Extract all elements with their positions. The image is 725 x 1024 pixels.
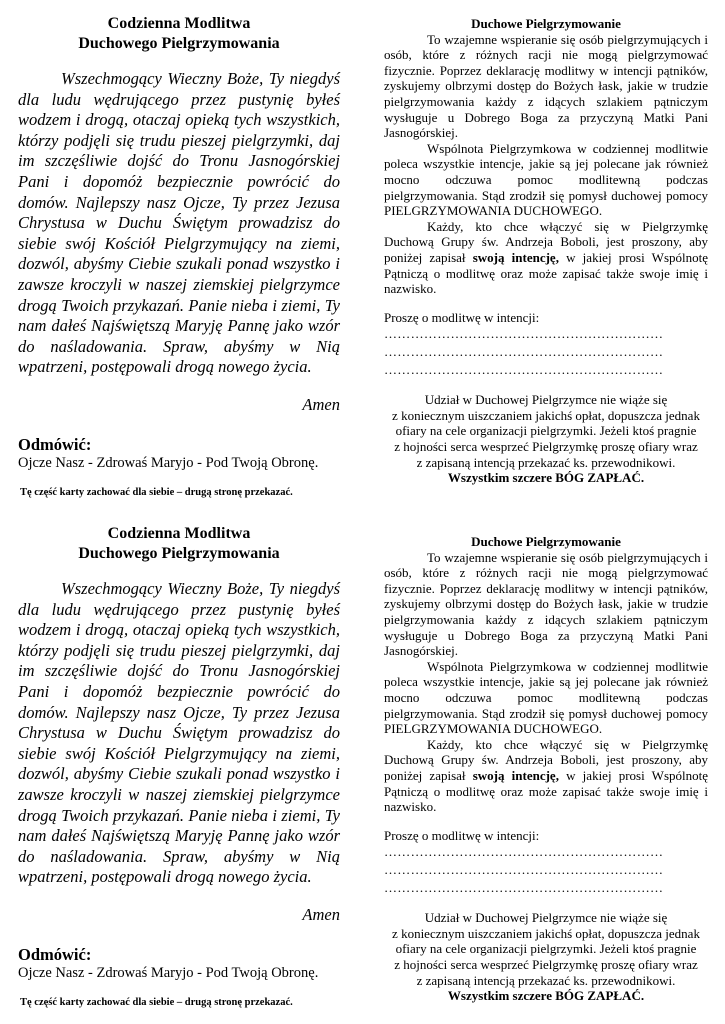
participation-note (384, 392, 708, 486)
prayer-card-bottom (0, 510, 725, 1010)
participation-note-line-3: ofiary na cele organizacji pielgrzymki. Jeżeli ktoś pragnie (395, 423, 697, 439)
prayer-title-line1: Codzienna Modlitwa (107, 525, 251, 542)
info-paragraph-1: To wzajemne wspieranie się osób pielgrzymujących i osób, które z różnych racji nie mogą pielgrzymować fizycznie. Poprzez deklarację modlitwy w intencji pątników, zyskujemy olbrzymi dostęp do Bożych łask, jakie w trudzie pielgrzymowania każdy z idących szlakiem pątniczym wysługuje u Dobrego Boga za przyczyną Matki Pani Jasnogórskiej. (384, 549, 708, 659)
prayer-text: Wszechmogący Wieczny Boże, Ty niegdyś dla ludu wędrującego przez pustynię byłeś wodzem i drogą, otaczaj opieką tych wszystkich, którzy podjęli się trudu pieszej pielgrzymki, daj im szczęśliwie dojść do Tronu Jasnogórskiej Pani i dopomóż bezpiecznie powrócić do domów. Najlepszy nasz Ojcze, Ty przez Jezusa Chrystusa w Duchu Świętym prowadzisz do siebie swój Kościół Pielgrzymujący na ziemi, dozwól, abyśmy Ciebie szukali ponad wszystko i zawsze kroczyli w naszej ziemskiej pielgrzymce drogą Twoich przykazań. Panie nieba i ziemi, Ty nam dałeś Najświętszą Maryję Pannę jako wzór do naśladowania. Spraw, abyśmy w Nią wpatrzeni, postępowali drogą nowego życia. (18, 69, 340, 377)
odmowic-heading: Odmówić: (18, 434, 92, 454)
keep-note: Tę część karty zachować dla siebie – drugą stronę przekazać. (20, 486, 293, 498)
prayer-title-line2: Duchowego Pielgrzymowania (78, 35, 280, 52)
intention-line-3[interactable]: ……………………………………………………… (384, 362, 664, 378)
odmowic-prayers: Ojcze Nasz - Zdrowaś Maryjo - Pod Twoją Obronę. (18, 454, 319, 471)
intention-line-2[interactable]: ……………………………………………………… (384, 862, 664, 878)
pilgrimage-info-section (384, 534, 708, 1004)
prayer-title-line1: Codzienna Modlitwa (107, 15, 251, 32)
info-paragraph-3 (384, 219, 708, 297)
intention-line-2[interactable]: ……………………………………………………… (384, 344, 664, 360)
intention-line-3[interactable]: ……………………………………………………… (384, 880, 664, 896)
intention-line-1[interactable]: ……………………………………………………… (384, 844, 664, 860)
thanks-text: Wszystkim szczere BÓG ZAPŁAĆ. (447, 470, 645, 486)
info-paragraph-3-part-b: w jakiej prosi Wspólnotę Pątniczą o modlitwę oraz może zapisać także swoje imię i nazwisko. (384, 249, 708, 297)
pilgrimage-info-section (384, 16, 708, 486)
amen-text: Amen (302, 394, 340, 414)
prayer-card-top (0, 0, 725, 500)
intention-line-1[interactable]: ……………………………………………………… (384, 326, 664, 342)
prayer-section (18, 524, 340, 1010)
info-paragraph-1: To wzajemne wspieranie się osób pielgrzymujących i osób, które z różnych racji nie mogą pielgrzymować fizycznie. Poprzez deklarację modlitwy w intencji pątników, zyskujemy olbrzymi dostęp do Bożych łask, jakie w trudzie pielgrzymowania każdy z idących szlakiem pątniczym wysługuje u Dobrego Boga za przyczyną Matki Pani Jasnogórskiej. (384, 31, 708, 141)
info-paragraph-2: Wspólnota Pielgrzymkowa w codziennej modlitwie poleca wszystkie intencje, jakie są jej polecane jak również mocno odczuwa pomoc modlitewną podczas pielgrzymowania. Stąd zrodził się pomysł duchowej pomocy PIELGRZYMOWANIA DUCHOWEGO. (384, 658, 708, 737)
participation-note-line-4: z hojności serca wesprzeć Pielgrzymkę proszę ofiary wraz (394, 439, 698, 455)
intention-prompt: Proszę o modlitwę w intencji: (384, 827, 540, 843)
keep-note: Tę część karty zachować dla siebie – drugą stronę przekazać. (20, 996, 293, 1008)
info-paragraph-3-bold: swoją intencję, (472, 249, 559, 265)
participation-note-line-5: z zapisaną intencją przekazać ks. przewodnikowi. (416, 454, 676, 470)
info-paragraph-3 (384, 737, 708, 815)
info-title: Duchowe Pielgrzymowanie (471, 534, 621, 549)
participation-note-line-1: Udział w Duchowej Pielgrzymce nie wiąże się (424, 392, 668, 408)
odmowic-heading: Odmówić: (18, 944, 92, 964)
participation-note-line-2: z koniecznym uiszczaniem jakichś opłat, dopuszcza jednak (392, 407, 700, 423)
info-paragraph-3-part-b: w jakiej prosi Wspólnotę Pątniczą o modlitwę oraz może zapisać także swoje imię i nazwisko. (384, 767, 708, 815)
thanks-text: Wszystkim szczere BÓG ZAPŁAĆ. (447, 988, 645, 1004)
participation-note-line-2: z koniecznym uiszczaniem jakichś opłat, dopuszcza jednak (392, 925, 700, 941)
info-paragraph-3-part-a: Każdy, kto chce włączyć się w Pielgrzymkę Duchową Grupy św. Andrzeja Boboli, jest proszony, aby poniżej zapisał (384, 736, 708, 783)
participation-note-line-4: z hojności serca wesprzeć Pielgrzymkę proszę ofiary wraz (394, 957, 698, 973)
info-paragraph-3-part-a: Każdy, kto chce włączyć się w Pielgrzymkę Duchową Grupy św. Andrzeja Boboli, jest proszony, aby poniżej zapisał (384, 218, 708, 265)
info-title: Duchowe Pielgrzymowanie (471, 16, 621, 31)
prayer-section (18, 14, 340, 500)
odmowic-prayers: Ojcze Nasz - Zdrowaś Maryjo - Pod Twoją Obronę. (18, 964, 319, 981)
intention-prompt: Proszę o modlitwę w intencji: (384, 309, 540, 325)
participation-note-line-3: ofiary na cele organizacji pielgrzymki. Jeżeli ktoś pragnie (395, 941, 697, 957)
prayer-text: Wszechmogący Wieczny Boże, Ty niegdyś dla ludu wędrującego przez pustynię byłeś wodzem i drogą, otaczaj opieką tych wszystkich, którzy podjęli się trudu pieszej pielgrzymki, daj im szczęśliwie dojść do Tronu Jasnogórskiej Pani i dopomóż bezpiecznie powrócić do domów. Najlepszy nasz Ojcze, Ty przez Jezusa Chrystusa w Duchu Świętym prowadzisz do siebie swój Kościół Pielgrzymujący na ziemi, dozwól, abyśmy Ciebie szukali ponad wszystko i zawsze kroczyli w naszej ziemskiej pielgrzymce drogą Twoich przykazań. Panie nieba i ziemi, Ty nam dałeś Najświętszą Maryję Pannę jako wzór do naśladowania. Spraw, abyśmy w Nią wpatrzeni, postępowali drogą nowego życia. (18, 579, 340, 887)
info-paragraph-2: Wspólnota Pielgrzymkowa w codziennej modlitwie poleca wszystkie intencje, jakie są jej polecane jak również mocno odczuwa pomoc modlitewną podczas pielgrzymowania. Stąd zrodził się pomysł duchowej pomocy PIELGRZYMOWANIA DUCHOWEGO. (384, 140, 708, 219)
amen-text: Amen (302, 904, 340, 924)
participation-note-line-5: z zapisaną intencją przekazać ks. przewodnikowi. (416, 972, 676, 988)
participation-note (384, 910, 708, 1004)
participation-note-line-1: Udział w Duchowej Pielgrzymce nie wiąże się (424, 910, 668, 926)
info-paragraph-3-bold: swoją intencję, (472, 767, 559, 783)
prayer-title-line2: Duchowego Pielgrzymowania (78, 545, 280, 562)
